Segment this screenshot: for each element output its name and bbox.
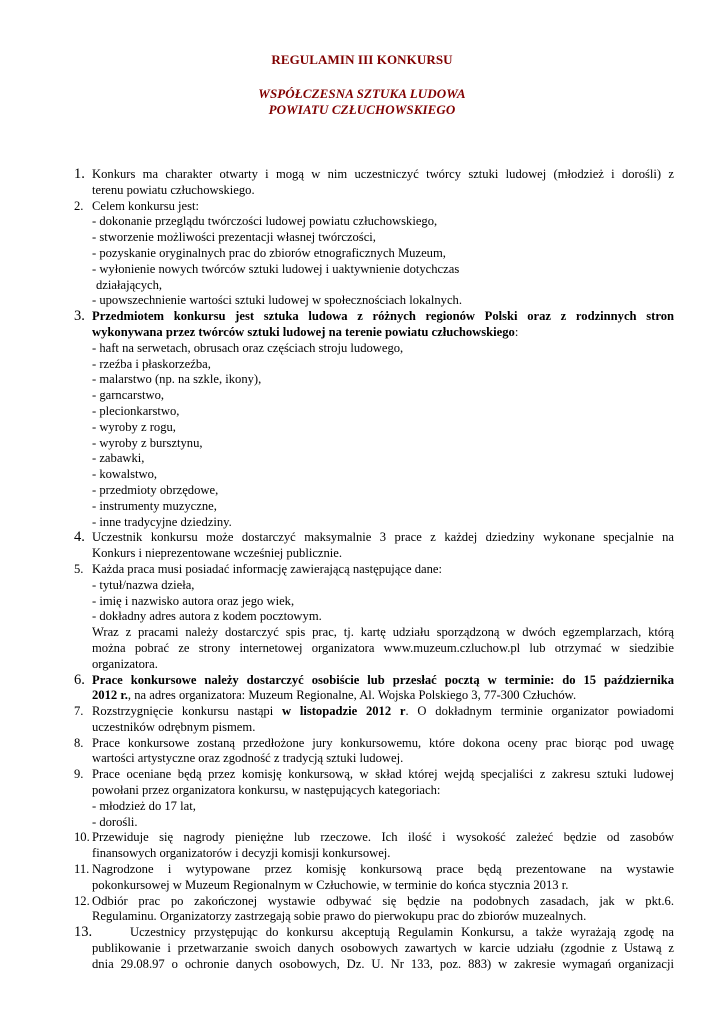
rule-number: 2.: [74, 198, 84, 213]
rule-text-line: Przewiduje się nagrody pieniężne lub rzeczowe. Ich ilość i wysokość zależeć będzie od zasobów: [92, 830, 674, 845]
rule-item-8: [74, 736, 674, 768]
list-item: - imię i nazwisko autora oraz jego wiek,: [92, 593, 295, 608]
rule-text-line: publikowanie i przetwarzanie swoich danych osobowych zawartych w karcie udziału (zgodnie z Ustawą z: [92, 941, 674, 956]
rule-text-line: [92, 925, 674, 941]
rule-text-line: Konkurs i nieprezentowane wcześniej publicznie.: [92, 546, 343, 561]
list-item: - haft na serwetach, obrusach oraz częściach stroju ludowego,: [92, 340, 404, 355]
list-item: - instrumenty muzyczne,: [92, 498, 217, 513]
list-item: - przedmioty obrzędowe,: [92, 482, 219, 497]
rule-item-3: [74, 309, 674, 530]
rule-text-line: Prace oceniane będą przez komisję konkursową, w skład której wejdą specjaliści z zakresu sztuki ludowej: [92, 767, 674, 782]
rule-text-line: uczestników odrębnym pismem.: [92, 719, 256, 734]
rule-number: 12.: [74, 893, 90, 908]
rule-text-line: terenu powiatu człuchowskiego.: [92, 182, 255, 197]
list-item: - stworzenie możliwości prezentacji własnej twórczości,: [92, 230, 376, 245]
rule-bold-text: Przedmiotem konkursu jest sztuka ludowa z różnych regionów Polski oraz z rodzinnych stron: [92, 309, 674, 324]
list-item: - upowszechnienie wartości sztuki ludowej w społecznościach lokalnych.: [92, 293, 463, 308]
rule-text-line: [92, 688, 674, 704]
rule-bold-text: wykonywana przez twórców sztuki ludowej na terenie powiatu człuchowskiego: [92, 324, 515, 339]
rule-text: , na adres organizatora: Muzeum Regionalne, Al. Wojska Polskiego 3, 77-300 Człuchów.: [127, 688, 577, 703]
rule-text-line: [92, 309, 674, 325]
rule-item-11: [74, 862, 674, 894]
list-item: - rzeźba i płaskorzeźba,: [92, 356, 211, 371]
rule-number: 6.: [74, 671, 85, 688]
rule-number: 13.: [74, 924, 93, 941]
rule-number: 5.: [74, 561, 84, 576]
rule-number: 11.: [74, 862, 90, 877]
rule-text-line: [92, 704, 674, 720]
rule-text-line: [92, 673, 674, 689]
rule-text-line: Regulaminu. Organizatorzy zastrzegają sobie prawo do pierwokupu prac do zbiorów muzealnych.: [92, 909, 587, 924]
list-item: - pozyskanie oryginalnych prac do zbiorów etnograficznych Muzeum,: [92, 245, 446, 260]
rule-text: Rozstrzygnięcie konkursu nastąpi: [92, 704, 282, 719]
rule-number: 8.: [74, 735, 84, 750]
contest-name-line-1: WSPÓŁCZESNA SZTUKA LUDOWA: [258, 86, 466, 101]
rule-item-13: [74, 925, 674, 972]
rule-item-9: [74, 767, 674, 830]
rule-text-line: Konkurs ma charakter otwarty i mogą w nim uczestniczyć twórcy sztuki ludowej (młodzież i dorośli) z: [92, 167, 674, 181]
rule-text-line: Wraz z pracami należy dostarczyć spis prac, tj. kartę udziału sporządzoną w dwóch egzemplarzach, którą: [92, 625, 674, 640]
list-item: - dokonanie przeglądu twórczości ludowej powiatu człuchowskiego,: [92, 214, 438, 229]
list-item: - młodzież do 17 lat,: [92, 798, 196, 813]
rule-text-line: powołani przez organizatora konkursu, w następujących kategoriach:: [92, 783, 441, 798]
list-item: - wyłonienie nowych twórców sztuki ludowej i uaktywnienie dotychczas: [92, 261, 460, 276]
list-item: - tytuł/nazwa dzieła,: [92, 577, 195, 592]
list-item: - malarstwo (np. na szkle, ikony),: [92, 372, 262, 387]
rule-number: 10.: [74, 830, 90, 845]
list-item: - wyroby z bursztynu,: [92, 435, 203, 450]
list-item: - garncarstwo,: [92, 388, 165, 403]
rule-item-6: [74, 673, 674, 705]
rule-number: 3.: [74, 308, 85, 325]
rule-text-line: można pobrać ze strony internetowej organizatora www.muzeum.czluchow.pl lub otrzymać w siedzibie: [92, 640, 674, 655]
contest-name-line-2: POWIATU CZŁUCHOWSKIEGO: [268, 102, 456, 117]
rule-bold-text: Prace konkursowe należy dostarczyć osobiście lub przesłać pocztą w terminie: do 15 października: [92, 672, 674, 687]
rule-lead: Każda praca musi posiadać informację zawierającą następujące dane:: [92, 561, 442, 576]
rule-text-line: Prace konkursowe zostaną przedłożone jury konkursowemu, które dokona oceny prac biorąc pod uwagę: [92, 735, 674, 750]
rule-item-5: [74, 562, 674, 673]
rule-number: 9.: [74, 767, 84, 782]
list-item: - wyroby z rogu,: [92, 419, 176, 434]
list-item: działających,: [96, 277, 163, 292]
rule-text-line: dnia 29.08.97 o ochronie danych osobowych, Dz. U. Nr 133, poz. 883) w zakresie wymagań organizacji: [92, 956, 674, 971]
rule-bold-text: w listopadzie 2012 r: [281, 704, 406, 719]
list-item: - zabawki,: [92, 451, 145, 466]
rule-item-1: [74, 167, 674, 199]
list-item: - inne tradycyjne dziedziny.: [92, 514, 232, 529]
rule-item-10: [74, 830, 674, 862]
rule-number: 1.: [74, 166, 85, 182]
list-item: - dorośli.: [92, 814, 138, 829]
list-item: - plecionkarstwo,: [92, 403, 180, 418]
rule-text: :: [514, 324, 519, 339]
rule-item-2: [74, 199, 674, 310]
rule-text-line: Odbiór prac po zakończonej wystawie odbywać się będzie na podobnych zasadach, jak w pkt.6.: [92, 893, 674, 908]
rules-list: [74, 167, 674, 973]
rule-text-line: Uczestnik konkursu może dostarczyć maksymalnie 3 prace z każdej dziedziny wykonane specjalnie na: [92, 530, 674, 545]
rule-text-line: [92, 325, 674, 341]
rule-item-4: [74, 530, 674, 562]
rule-item-7: [74, 704, 674, 736]
rule-text-line: finansowych organizatorów i decyzji komisji konkursowej.: [92, 846, 391, 861]
rule-text-line: organizatora.: [92, 656, 158, 671]
rule-item-12: [74, 894, 674, 926]
rule-text: . O dokładnym terminie organizator powiadomi: [405, 704, 674, 719]
document-title: REGULAMIN III KONKURSU: [271, 52, 453, 67]
rule-bold-text: 2012 r.: [92, 688, 128, 703]
rule-text-line: Nagrodzone i wytypowane przez komisję konkursową prace będą prezentowane na wystawie: [92, 862, 674, 877]
rule-number: 4.: [74, 529, 85, 546]
rule-text: Uczestnicy przystępując do konkursu akceptują Regulamin Konkursu, a także wyrażają zgodę na: [130, 925, 674, 940]
rule-number: 7.: [74, 704, 84, 719]
rule-text-line: pokonkursowej w Muzeum Regionalnym w Człuchowie, w terminie do końca stycznia 2013 r.: [92, 877, 569, 892]
list-item: - dokładny adres autora z kodem pocztowym.: [92, 609, 322, 624]
rule-text-line: wartości artystyczne oraz zgodność z tradycją sztuki ludowej.: [92, 751, 404, 766]
list-item: - kowalstwo,: [92, 467, 158, 482]
rule-lead: Celem konkursu jest:: [92, 198, 200, 213]
